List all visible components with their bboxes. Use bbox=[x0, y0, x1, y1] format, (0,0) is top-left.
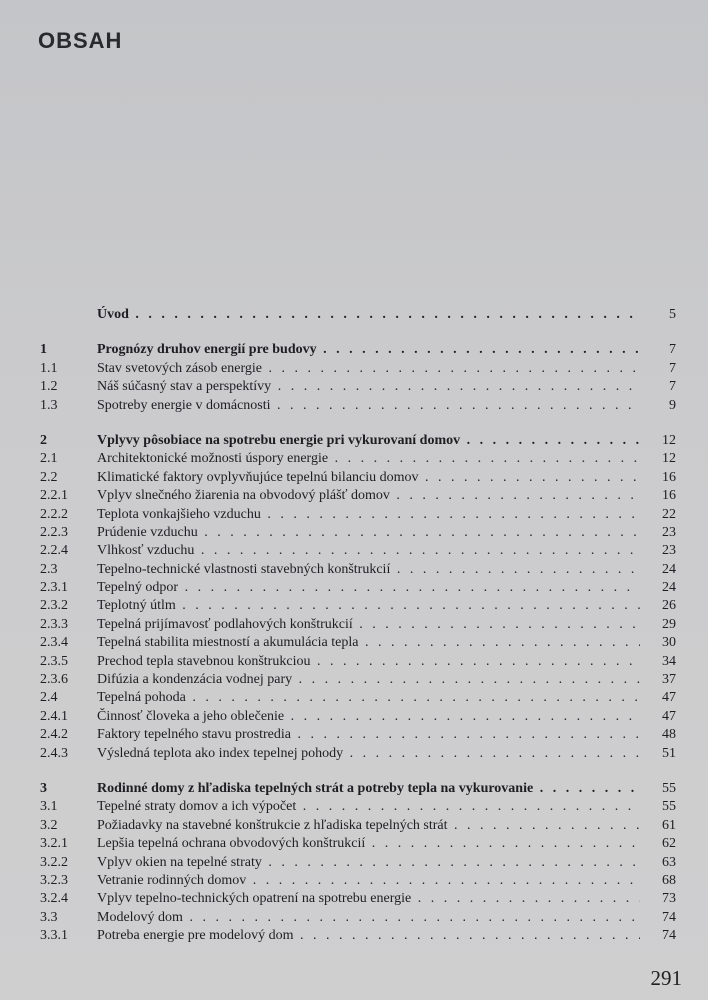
toc-entry bbox=[40, 890, 676, 908]
toc-entry-title: Vplyv tepelno-technických opatrení na spotrebu energie . . . bbox=[97, 890, 640, 908]
toc-entry-page: 47 bbox=[662, 690, 676, 706]
toc-entry-title: Požiadavky na stavebné konštrukcie z hľadiska tepelných strát . . . bbox=[97, 817, 640, 835]
toc-entry-page: 7 bbox=[669, 360, 676, 376]
toc-entry-page: 55 bbox=[662, 799, 676, 815]
toc-entry-page: 61 bbox=[662, 817, 676, 833]
toc-entry-title: Vlhkosť vzduchu . . . bbox=[97, 542, 640, 560]
toc-entry bbox=[40, 341, 676, 359]
toc-entry-page: 37 bbox=[662, 672, 676, 688]
toc-entry-title: Tepelná pohoda . . . bbox=[97, 689, 640, 707]
toc-entry-title: Vetranie rodinných domov . . . bbox=[97, 872, 640, 890]
toc-entry-number: 3.1 bbox=[40, 799, 58, 815]
toc-entry-number: 2.4.3 bbox=[40, 745, 68, 761]
toc-entry bbox=[40, 798, 676, 816]
toc-entry-page: 29 bbox=[662, 616, 676, 632]
toc-entry-page: 7 bbox=[669, 379, 676, 395]
toc-entry-page: 68 bbox=[662, 872, 676, 888]
toc-entry bbox=[40, 780, 676, 798]
toc-entry bbox=[40, 616, 676, 634]
toc-entry bbox=[40, 634, 676, 652]
toc-entry-number: 3.2 bbox=[40, 817, 58, 833]
toc-entry-title: Spotreby energie v domácnosti . . . bbox=[97, 397, 640, 415]
toc-entry-number: 1 bbox=[40, 342, 47, 358]
toc-entry-number: 2.3.6 bbox=[40, 672, 68, 688]
toc-entry-page: 55 bbox=[662, 780, 676, 796]
toc-entry bbox=[40, 671, 676, 689]
toc-entry-page: 16 bbox=[662, 488, 676, 504]
toc-entry-page: 34 bbox=[662, 653, 676, 669]
toc-entry-page: 12 bbox=[662, 451, 676, 467]
toc-entry-title: Prechod tepla stavebnou konštrukciou . . . bbox=[97, 653, 640, 671]
toc-entry-title: Tepelná prijímavosť podlahových konštrukcií . . . bbox=[97, 616, 640, 634]
toc-entry-title: Modelový dom . . . bbox=[97, 909, 640, 927]
toc-entry-title: Vplyv slnečného žiarenia na obvodový plášť domov . . . bbox=[97, 487, 640, 505]
toc-entry bbox=[40, 432, 676, 450]
toc-entry bbox=[40, 817, 676, 835]
toc-entry bbox=[40, 360, 676, 378]
toc-entry bbox=[40, 653, 676, 671]
toc-entry-title: Faktory tepelného stavu prostredia . . . bbox=[97, 726, 640, 744]
toc-entry bbox=[40, 689, 676, 707]
toc-entry-number: 1.2 bbox=[40, 379, 58, 395]
toc-entry-title: Činnosť človeka a jeho oblečenie . . . bbox=[97, 708, 640, 726]
toc-entry-title: Rodinné domy z hľadiska tepelných strát a potreby tepla na vykurovanie . . . bbox=[97, 780, 640, 798]
toc-entry-number: 2.3.4 bbox=[40, 635, 68, 651]
toc-entry-title: Tepelno-technické vlastnosti stavebných konštrukcií . . . bbox=[97, 561, 640, 579]
toc-entry-title: Vplyv okien na tepelné straty . . . bbox=[97, 854, 640, 872]
toc-entry-page: 48 bbox=[662, 727, 676, 743]
toc-entry-page: 51 bbox=[662, 745, 676, 761]
toc-entry bbox=[40, 708, 676, 726]
toc-entry-page: 16 bbox=[662, 469, 676, 485]
toc-entry-title: Architektonické možnosti úspory energie . . . bbox=[97, 450, 640, 468]
table-of-contents bbox=[40, 298, 676, 946]
toc-entry-title: Lepšia tepelná ochrana obvodových konštrukcií . . . bbox=[97, 835, 640, 853]
contents-heading: OBSAH bbox=[38, 28, 123, 53]
toc-entry bbox=[40, 542, 676, 560]
toc-entry-title: Úvod . . . bbox=[97, 306, 640, 324]
toc-entry-page: 74 bbox=[662, 909, 676, 925]
toc-entry bbox=[40, 745, 676, 763]
toc-entry bbox=[40, 487, 676, 505]
toc-entry-title: Potreba energie pre modelový dom . . . bbox=[97, 927, 640, 945]
toc-entry bbox=[40, 597, 676, 615]
toc-entry-page: 23 bbox=[662, 524, 676, 540]
toc-entry bbox=[40, 726, 676, 744]
toc-entry-title: Tepelný odpor . . . bbox=[97, 579, 640, 597]
toc-entry-page: 63 bbox=[662, 854, 676, 870]
toc-entry-page: 62 bbox=[662, 836, 676, 852]
toc-entry-page: 24 bbox=[662, 561, 676, 577]
toc-entry bbox=[40, 835, 676, 853]
toc-entry bbox=[40, 909, 676, 927]
toc-entry bbox=[40, 469, 676, 487]
toc-entry-number: 3.3.1 bbox=[40, 928, 68, 944]
toc-entry-number: 2.3.2 bbox=[40, 598, 68, 614]
toc-entry-number: 2.4 bbox=[40, 690, 58, 706]
toc-entry-number: 3.2.4 bbox=[40, 891, 68, 907]
toc-entry bbox=[40, 872, 676, 890]
toc-entry-number: 2.2.4 bbox=[40, 543, 68, 559]
toc-entry-page: 74 bbox=[662, 928, 676, 944]
toc-entry bbox=[40, 450, 676, 468]
section-gap bbox=[40, 298, 676, 306]
page-number: 291 bbox=[650, 966, 682, 990]
toc-entry-number: 2.4.1 bbox=[40, 708, 68, 724]
toc-entry-title: Výsledná teplota ako index tepelnej pohody . . . bbox=[97, 745, 640, 763]
toc-entry-title: Difúzia a kondenzácia vodnej pary . . . bbox=[97, 671, 640, 689]
toc-entry-page: 23 bbox=[662, 543, 676, 559]
toc-entry bbox=[40, 561, 676, 579]
toc-entry-page: 24 bbox=[662, 580, 676, 596]
toc-entry-page: 30 bbox=[662, 635, 676, 651]
toc-entry-title: Tepelná stabilita miestností a akumulácia tepla . . . bbox=[97, 634, 640, 652]
toc-entry-number: 2 bbox=[40, 432, 47, 448]
toc-entry-page: 5 bbox=[669, 307, 676, 322]
toc-entry-page: 22 bbox=[662, 506, 676, 522]
toc-entry-title: Stav svetových zásob energie . . . bbox=[97, 360, 640, 378]
toc-entry bbox=[40, 397, 676, 415]
section-gap bbox=[40, 763, 676, 780]
toc-entry-title: Náš súčasný stav a perspektívy . . . bbox=[97, 378, 640, 396]
toc-entry-number: 3.3 bbox=[40, 909, 58, 925]
toc-entry-page: 12 bbox=[662, 432, 676, 448]
toc-entry-number: 2.2 bbox=[40, 469, 58, 485]
toc-entry-number: 2.3.5 bbox=[40, 653, 68, 669]
toc-entry bbox=[40, 506, 676, 524]
toc-entry-number: 3.2.3 bbox=[40, 872, 68, 888]
toc-entry-page: 73 bbox=[662, 891, 676, 907]
toc-entry-number: 2.2.3 bbox=[40, 524, 68, 540]
toc-entry-number: 2.2.1 bbox=[40, 488, 68, 504]
toc-entry-title: Prognózy druhov energií pre budovy . . . bbox=[97, 341, 640, 359]
toc-entry-number: 1.3 bbox=[40, 397, 58, 413]
toc-entry-number: 2.3.3 bbox=[40, 616, 68, 632]
toc-entry-page: 7 bbox=[669, 342, 676, 358]
toc-entry-title: Teplota vonkajšieho vzduchu . . . bbox=[97, 506, 640, 524]
toc-entry-page: 26 bbox=[662, 598, 676, 614]
toc-entry-number: 3.2.1 bbox=[40, 836, 68, 852]
toc-entry-number: 1.1 bbox=[40, 360, 58, 376]
toc-entry-page: 9 bbox=[669, 397, 676, 413]
toc-entry-title: Klimatické faktory ovplyvňujúce tepelnú bilanciu domov . . . bbox=[97, 469, 640, 487]
toc-entry-page: 47 bbox=[662, 708, 676, 724]
toc-entry bbox=[40, 378, 676, 396]
toc-entry-number: 3.2.2 bbox=[40, 854, 68, 870]
toc-entry bbox=[40, 854, 676, 872]
toc-entry bbox=[40, 927, 676, 945]
section-gap bbox=[40, 415, 676, 432]
toc-entry-title: Teplotný útlm . . . bbox=[97, 597, 640, 615]
toc-entry-title: Prúdenie vzduchu . . . bbox=[97, 524, 640, 542]
toc-entry-number: 2.1 bbox=[40, 451, 58, 467]
section-gap bbox=[40, 324, 676, 341]
toc-entry-number: 2.3.1 bbox=[40, 580, 68, 596]
toc-entry-title: Tepelné straty domov a ich výpočet . . . bbox=[97, 798, 640, 816]
toc-entry-title: Vplyvy pôsobiace na spotrebu energie pri vykurovaní domov . . . bbox=[97, 432, 640, 450]
toc-entry bbox=[40, 579, 676, 597]
toc-entry-number: 3 bbox=[40, 780, 47, 796]
toc-entry bbox=[40, 306, 676, 324]
toc-entry bbox=[40, 524, 676, 542]
toc-entry-number: 2.2.2 bbox=[40, 506, 68, 522]
toc-entry-number: 2.4.2 bbox=[40, 727, 68, 743]
toc-entry-number: 2.3 bbox=[40, 561, 58, 577]
